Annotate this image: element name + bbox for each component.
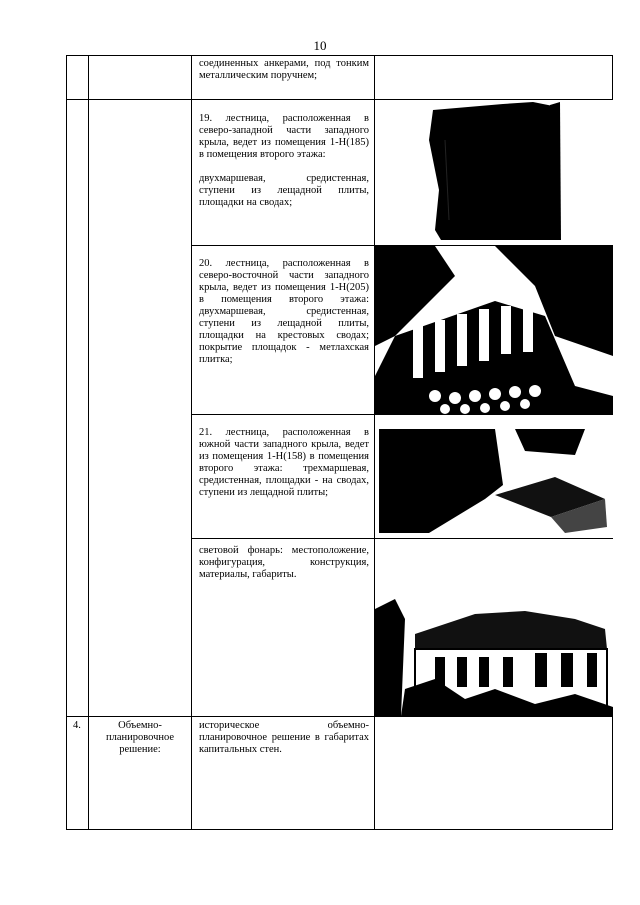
cell-description <box>192 246 375 415</box>
cell-number <box>67 100 89 717</box>
cell-photo <box>375 56 613 100</box>
cell-photo <box>375 246 613 415</box>
photo-stair-20 <box>375 246 613 414</box>
continued-text: соединенных анкерами, под тонким металлическим поручнем; <box>199 58 369 81</box>
row-4-text: историческое объемно-планировочное решение в габаритах капитальных стен. <box>199 720 369 755</box>
skylight-text: световой фонарь: местоположение, конфигурация, конструкция, материалы, габариты. <box>199 545 369 580</box>
row-4-number: 4. <box>73 720 81 731</box>
cell-description <box>192 100 375 246</box>
cell-photo <box>375 717 613 830</box>
cell-number <box>67 717 89 830</box>
stair-20-text: 20. лестница, расположенная в северо-восточной части западного крыла, ведет из помещения 1-Н(205) в помещения второго этажа: двухмаршевая, средистенная, ступени из лещадной плиты, площадки на крестовых сводах; покрытие площадок - метлахская плитка; <box>199 258 369 365</box>
cell-photo <box>375 415 613 539</box>
row-4-label: Объемно-планировочное решение: <box>105 720 175 755</box>
cell-description <box>192 415 375 539</box>
cell-description <box>192 717 375 830</box>
photo-stair-19 <box>375 100 613 245</box>
page-number: 10 <box>313 38 327 53</box>
cell-description <box>192 56 375 100</box>
cell-number <box>67 56 89 100</box>
cell-label <box>89 56 192 100</box>
cell-label <box>89 100 192 717</box>
photo-stair-21 <box>375 415 613 538</box>
table-row-stair-19 <box>67 100 613 246</box>
cell-label <box>89 717 192 830</box>
cell-photo <box>375 100 613 246</box>
document-table <box>66 55 613 830</box>
stair-21-text: 21. лестница, расположенная в южной части западного крыла, ведет из помещения 1-Н(158) в помещения второго этажа: трехмаршевая, средистенная, площадки - на сводах, ступени из лещадной плиты; <box>199 427 369 498</box>
stair-19-heading: 19. лестница, расположенная в северо-западной части западного крыла, ведет из помещения 1-Н(185) в помещения второго этажа: <box>199 113 369 160</box>
cell-photo <box>375 539 613 717</box>
table-row-4 <box>67 717 613 830</box>
photo-skylight <box>375 539 613 716</box>
stair-19-details: двухмаршевая, средистенная, ступени из лещадной плиты, площадки на сводах; <box>199 173 369 208</box>
table-row-continued <box>67 56 613 100</box>
cell-description <box>192 539 375 717</box>
